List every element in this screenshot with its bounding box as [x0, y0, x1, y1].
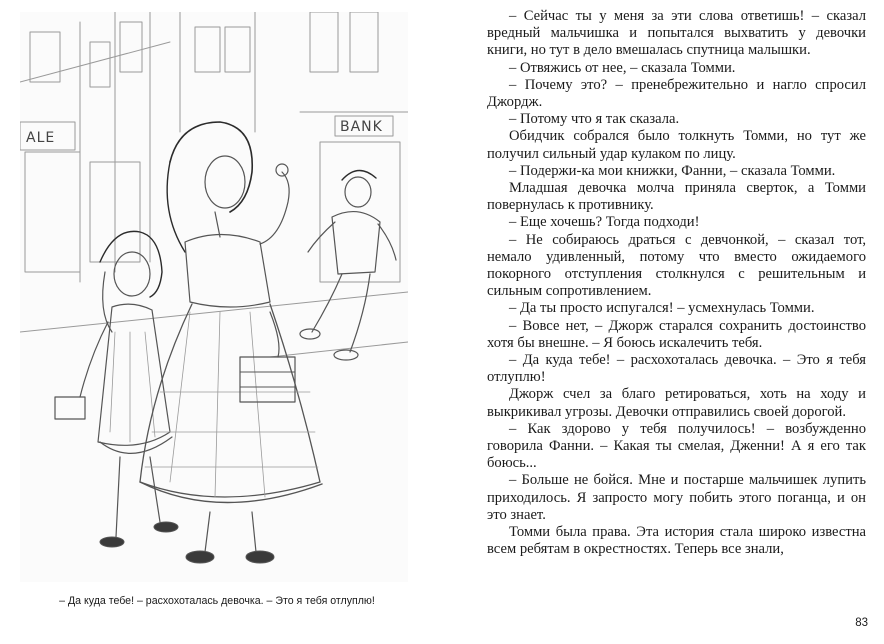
paragraph: – Отвяжись от нее, – сказала Томми.: [509, 59, 736, 76]
sign-left: ALE: [26, 130, 56, 146]
illustration-caption: – Да куда тебе! – расхохоталась девочка. – Это я тебя отлуплю!: [59, 595, 375, 607]
background-buildings: [20, 12, 408, 357]
paragraph: Томми была права. Эта история стала широко известна всем ребятам в окрестностях. Теперь все знали,: [487, 524, 866, 558]
paragraph: – Да куда тебе! – расхохоталась девочка. – Это я тебя отлуплю!: [487, 352, 866, 386]
paragraph: – Вовсе нет, – Джорж старался сохранить достоинство хотя бы внешне. – Я боюсь искалечить тебя.: [487, 317, 866, 351]
page-number: 83: [855, 617, 868, 629]
paragraph: – Не собираюсь драться с девчонкой, – сказал тот, немало удивленный, потому что вместо ожидаемого покорного отступления столкнулся с решительным и сильным сопротивлением.: [487, 231, 866, 300]
paragraph: – Как здорово у тебя получилось! – возбужденно говорила Фанни. – Какая ты смелая, Дженни! А я его так боюсь...: [487, 420, 866, 472]
boy-figure: [300, 170, 396, 360]
body-text: [487, 8, 866, 559]
paragraph: – Еще хочешь? Тогда подходи!: [509, 214, 700, 231]
paragraph: Джорж счел за благо ретироваться, хоть на ходу и выкрикивал угрозы. Девочки отправились своей дорогой.: [487, 386, 866, 420]
paragraph: – Подержи-ка мои книжки, Фанни, – сказала Томми.: [509, 162, 836, 179]
paragraph: Обидчик собрался было толкнуть Томми, но тут же получил сильный удар кулаком по лицу.: [487, 128, 866, 162]
paragraph: – Больше не бойся. Мне и постарше мальчишек лупить приходилось. Я запросто могу побить этого поганца, и он это знает.: [487, 472, 866, 523]
paragraph: – Сейчас ты у меня за эти слова ответишь! – сказал вредный мальчишка и попытался выхватить у девочки книги, но тут в дело вмешалась спутница малышки.: [487, 8, 866, 59]
paragraph: – Да ты просто испугался! – усмехнулась Томми.: [509, 300, 815, 317]
paragraph: Младшая девочка молча приняла сверток, а Томми повернулась к противнику.: [487, 180, 866, 214]
sign-right: BANK: [340, 119, 383, 135]
paragraph: – Потому что я так сказала.: [509, 111, 680, 128]
tall-girl-figure: [140, 122, 322, 563]
paragraph: – Почему это? – пренебрежительно и нагло спросил Джордж.: [487, 76, 866, 111]
sketch-drawing: [20, 12, 408, 582]
illustration: [20, 12, 408, 582]
